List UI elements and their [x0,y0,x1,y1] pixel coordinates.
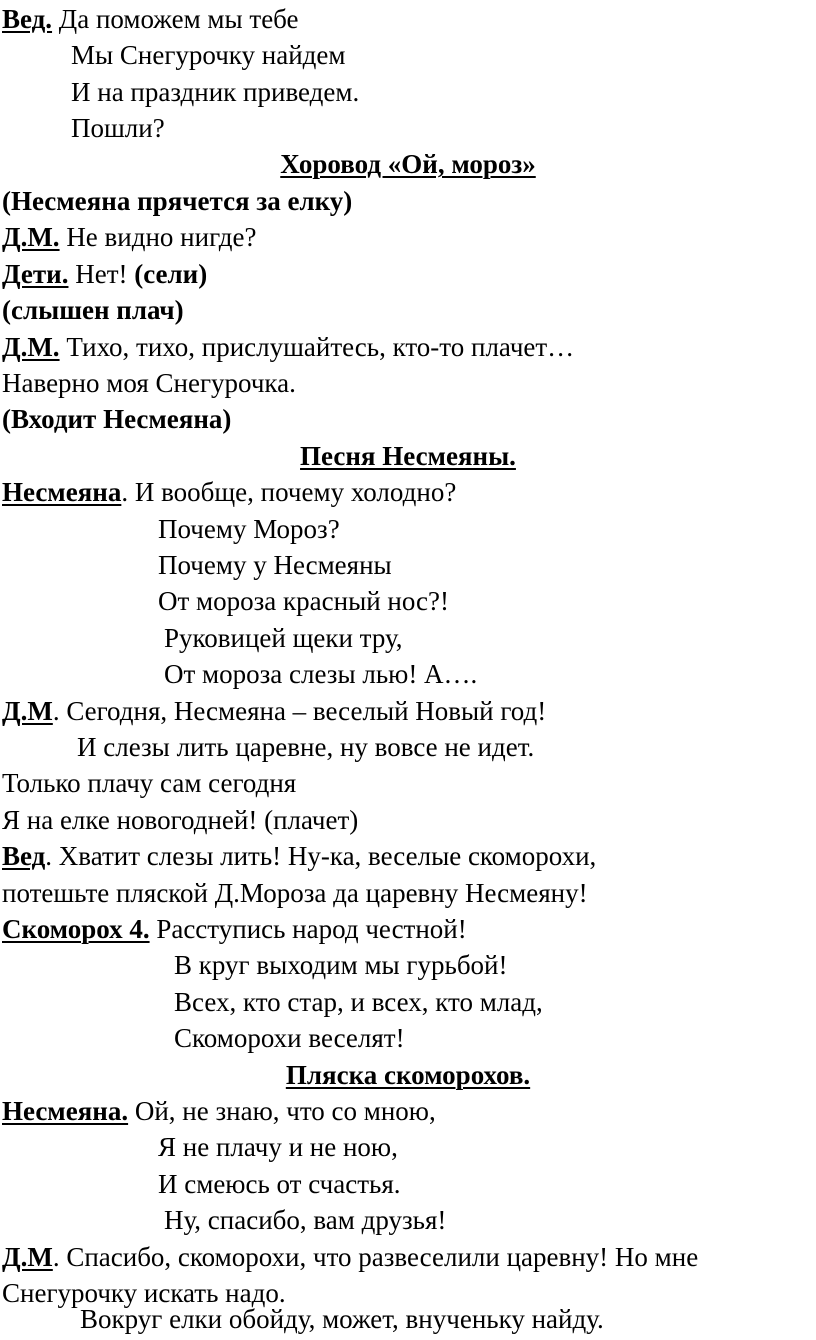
line-20 [2,692,546,730]
line-32 [158,1128,398,1166]
line-text: Почему Мороз? [158,514,340,544]
line-10 [2,328,574,366]
line-text: Только плачу сам сегодня [2,768,297,798]
heading-text: Пляска скоморохов. [285,1060,531,1090]
line-text: В круг выходим мы гурьбой! [174,950,508,980]
speaker-label: Несмеяна. [2,1096,129,1126]
line-text: Ой, не знаю, что со мною, [128,1096,436,1126]
speaker-label: Дети. [2,259,69,289]
line-25 [2,874,588,912]
line-18 [164,619,403,657]
line-text: Мы Снегурочку найдем [71,40,346,70]
line-31 [2,1092,436,1130]
line-26 [2,910,467,948]
speaker-label: Вед [2,841,46,871]
stage-direction: (слышен плач) [2,295,184,325]
line-text: потешьте пляской Д.Мороза да царевну Несмеяну! [2,878,588,908]
line-15 [158,510,340,548]
line-35 [2,1238,698,1276]
line-24 [2,837,596,875]
speaker-label: Д.М. [2,222,60,252]
line-11 [2,364,296,402]
line-2 [71,36,345,74]
line-4 [71,109,165,147]
line-23 [2,801,358,839]
line-text: Почему у Несмеяны [158,550,392,580]
line-text: Я на елке новогодней! (плачет) [2,805,359,835]
line-8 [2,255,207,293]
stage-direction: (Входит Несмеяна) [2,404,232,434]
line-37 [80,1300,604,1338]
speaker-label: Д.М [2,1242,53,1272]
line-text: И на праздник приведем. [71,77,360,107]
line-text: Руковицей щеки тру, [164,623,403,653]
line-text: Не видно нигде? [59,222,257,252]
line-text: Вокруг елки обойду, может, внученьку найду. [80,1304,604,1334]
line-1 [2,0,299,38]
line-text: Пошли? [71,113,165,143]
section-heading [0,145,816,183]
line-text: Ну, спасибо, вам друзья! [164,1205,447,1235]
speaker-label: Д.М. [2,332,60,362]
speaker-label: Вед. [2,4,53,34]
line-text: . Спасибо, скоморохи, что развеселили царевну! Но мне [52,1242,699,1272]
section-heading [0,1056,816,1094]
line-text: . Хватит слезы лить! Ну-ка, веселые скоморохи, [45,841,597,871]
line-text: Расступись народ честной! [149,914,467,944]
line-27 [174,946,508,984]
line-text: . Сегодня, Несмеяна – веселый Новый год! [52,696,547,726]
line-text: Я не плачу и не ною, [158,1132,398,1162]
line-text: От мороза слезы лью! А…. [164,659,478,689]
line-34 [164,1201,446,1239]
line-9 [2,291,184,329]
line-16 [158,546,392,584]
line-text: Скоморохи веселят! [174,1023,405,1053]
line-12 [2,400,231,438]
line-28 [174,983,543,1021]
line-21 [77,728,534,766]
speaker-label: Скоморох 4. [2,914,150,944]
heading-text: Хоровод «Ой, мороз» [280,149,536,179]
line-text: От мороза красный нос?! [158,586,449,616]
line-19 [164,655,477,693]
line-6 [2,182,352,220]
line-text: Тихо, тихо, прислушайтесь, кто-то плачет… [59,332,575,362]
line-text: . И вообще, почему холодно? [121,477,457,507]
line-7 [2,218,257,256]
stage-direction: (сели) [134,259,208,289]
line-text: И слезы лить царевне, ну вовсе не идет. [77,732,535,762]
line-14 [2,473,456,511]
line-33 [158,1165,401,1203]
line-text: Снегурочку искать надо. [2,1278,286,1308]
line-17 [158,582,449,620]
line-text: Всех, кто стар, и всех, кто млад, [174,987,543,1017]
line-3 [71,73,359,111]
speaker-label: Несмеяна [2,477,122,507]
line-text: И смеюсь от счастья. [158,1169,401,1199]
line-text: Наверно моя Снегурочка. [2,368,296,398]
section-heading [0,437,816,475]
stage-direction: (Несмеяна прячется за елку) [2,186,353,216]
line-22 [2,764,296,802]
speaker-label: Д.М [2,696,53,726]
heading-text: Песня Несмеяны. [300,441,516,471]
line-text: Нет! [68,259,135,289]
line-29 [174,1019,405,1057]
line-text: Да поможем мы тебе [52,4,299,34]
